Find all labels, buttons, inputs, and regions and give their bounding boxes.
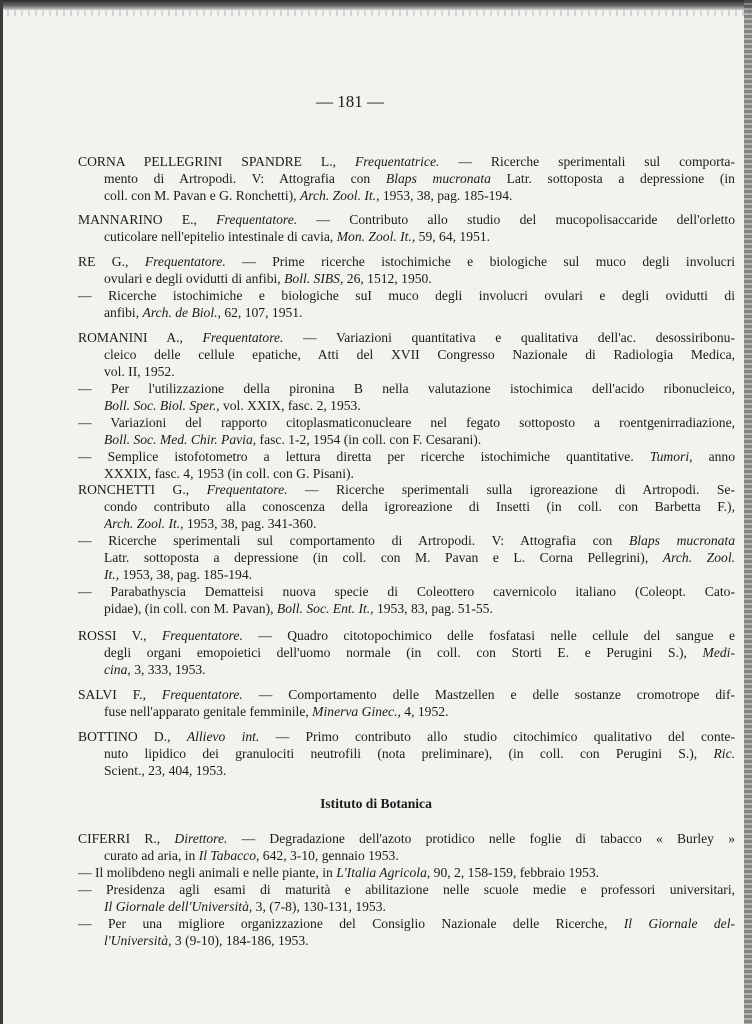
entry-bottino — [78, 728, 735, 779]
text-line — [104, 304, 735, 321]
text: curato ad aria, in — [104, 848, 199, 863]
scan-right-edge — [744, 0, 752, 1024]
italic-text: Arch. de Biol., — [142, 305, 221, 320]
text-line — [78, 915, 735, 932]
text: MANNARINO E., — [78, 212, 217, 227]
text: — Per l'utilizzazione della pironina B nella valutazione istochimica dell'acido ribonucleico, — [78, 381, 735, 396]
text: — Contributo allo studio del mucopolisaccaride dell'orletto — [297, 212, 735, 227]
text: Latr. sottoposta a depressione (in coll. con M. Pavan e L. Corna Pellegrini), — [104, 550, 663, 565]
publication — [78, 881, 735, 915]
text-line — [78, 153, 735, 170]
text-line — [104, 703, 735, 720]
italic-text: l'Università, — [104, 933, 172, 948]
text: degli organi emopoietici dell'uomo normale (in coll. con Storti E. e Perugini S.), — [104, 645, 703, 660]
text-line — [104, 187, 735, 204]
text-line — [104, 644, 735, 661]
text: 1953, 38, pag. 185-194. — [119, 567, 253, 582]
italic-text: Frequentatore. — [202, 330, 284, 345]
text: Scient., 23, 404, 1953. — [104, 763, 227, 778]
text: — Ricerche istochimiche e biologiche suI muco degli involucri ovulari e degli ovidutti di — [78, 288, 735, 303]
text: mento di Artropodi. V: Attografia con — [104, 171, 386, 186]
italic-text: Frequentatore. — [161, 687, 243, 702]
text-line — [78, 287, 735, 304]
entry-mannarino — [78, 211, 735, 245]
page-number: — 181 — — [316, 92, 384, 111]
publication — [78, 380, 735, 414]
publication — [78, 830, 735, 864]
italic-text: Tumori, — [649, 449, 693, 464]
text: 62, 107, 1951. — [220, 305, 303, 320]
italic-text: Il Tabacco, — [198, 848, 260, 863]
italic-text: Frequentatore. — [206, 482, 288, 497]
text-line — [78, 532, 735, 549]
text-line — [78, 211, 735, 228]
italic-text: Ric. — [713, 746, 735, 761]
text: CORNA PELLEGRINI SPANDRE L., — [78, 154, 355, 169]
text: — Ricerche sperimentali sulla igroreazione di Artropodi. Se- — [287, 482, 735, 497]
publication — [78, 686, 735, 720]
text-line — [78, 728, 735, 745]
text-line — [104, 566, 735, 583]
text: — Il molibdeno negli animali e nelle piante, in — [78, 865, 337, 880]
text-line — [104, 270, 735, 287]
text-line — [104, 170, 735, 187]
publication — [78, 448, 735, 482]
italic-text: Arch. Zool. It., — [299, 188, 380, 203]
text: — Comportamento delle Mastzellen e delle sostanze cromotrope dif- — [242, 687, 735, 702]
text-line — [104, 898, 735, 915]
text-line — [104, 661, 735, 678]
publication — [78, 153, 735, 204]
section-heading: Istituto di Botanica — [320, 796, 432, 811]
entry-ciferri — [78, 830, 735, 949]
text: 3, (7-8), 130-131, 1953. — [252, 899, 386, 914]
scan-noise — [0, 10, 752, 16]
text-line — [78, 830, 735, 847]
italic-text: Il Giornale del- — [623, 916, 735, 931]
text-line — [104, 515, 735, 532]
publication — [78, 864, 735, 881]
text: — Variazioni del rapporto citoplasmaticonucleare nel fegato sottoposto a roentgenirradiazione, — [78, 415, 735, 430]
text: SALVI F., — [78, 687, 162, 702]
italic-text: Medi- — [702, 645, 735, 660]
text: ROMANINI A., — [78, 330, 203, 345]
publication — [78, 253, 735, 287]
text: ovulari e degli ovidutti di anfibi, — [104, 271, 285, 286]
text: 59, 64, 1951. — [415, 229, 491, 244]
italic-text: Minerva Ginec., — [312, 704, 401, 719]
text-line — [78, 864, 735, 881]
italic-text: Boll. Soc. Med. Chir. Pavia, — [104, 432, 257, 447]
italic-text: Il Giornale dell'Università, — [104, 899, 253, 914]
text: fasc. 1-2, 1954 (in coll. con F. Cesarani). — [256, 432, 482, 447]
text-line — [78, 380, 735, 397]
text: 1953, 83, pag. 51-55. — [373, 601, 493, 616]
italic-text: Arch. Zool. It., — [104, 516, 184, 531]
text: fuse nell'apparato genitale femminile, — [104, 704, 313, 719]
text: vol. II, 1952. — [104, 364, 175, 379]
text: 1953, 38, pag. 341-360. — [183, 516, 317, 531]
text: RE G., — [78, 254, 145, 269]
entry-rossi — [78, 627, 735, 678]
entry-re — [78, 253, 735, 321]
italic-text: Direttore. — [174, 831, 228, 846]
italic-text: Boll. SIBS, — [284, 271, 344, 286]
text: — Per una migliore organizzazione del Consiglio Nazionale delle Ricerche, — [78, 916, 624, 931]
text: 3, 333, 1953. — [130, 662, 206, 677]
publication — [78, 532, 735, 583]
scan-top-edge — [0, 0, 752, 10]
text: — Presidenza agli esami di maturità e abilitazione nelle scuole medie e professori universitari, — [78, 882, 735, 897]
text: 642, 3-10, gennaio 1953. — [259, 848, 399, 863]
publication — [78, 211, 735, 245]
entry-ronchetti — [78, 481, 735, 617]
text-line — [104, 847, 735, 864]
entry-corna — [78, 153, 735, 204]
text: — Primo contributo allo studio citochimico qualitativo del conte- — [259, 729, 735, 744]
scan-left-edge — [0, 0, 3, 1024]
text: RONCHETTI G., — [78, 482, 207, 497]
text: — Semplice istofotometro a lettura diretta per ricerche istochimiche quantitative. — [78, 449, 650, 464]
publication — [78, 627, 735, 678]
text-line — [104, 600, 735, 617]
text: anfibi, — [104, 305, 143, 320]
text: 4, 1952. — [400, 704, 449, 719]
text-line — [78, 448, 735, 465]
text: — Ricerche sperimentali sul comporta- — [439, 154, 735, 169]
text-line — [78, 329, 735, 346]
publication — [78, 915, 735, 949]
text: XXXIX, fasc. 4, 1953 (in coll. con G. Pisani). — [104, 466, 354, 481]
text: 3 (9-10), 184-186, 1953. — [171, 933, 309, 948]
text-line — [104, 346, 735, 363]
italic-text: L'Italia Agricola, — [336, 865, 431, 880]
text: cuticolare nell'epitelio intestinale di cavia, — [104, 229, 337, 244]
italic-text: Frequentatore. — [216, 212, 298, 227]
text: Latr. sottoposta a depressione (in — [490, 171, 735, 186]
text-line — [78, 881, 735, 898]
publication — [78, 728, 735, 779]
text-line — [104, 431, 735, 448]
text: vol. XXIX, fasc. 2, 1953. — [219, 398, 361, 413]
entry-romanini — [78, 329, 735, 482]
text: 26, 1512, 1950. — [343, 271, 432, 286]
italic-text: cina, — [104, 662, 131, 677]
text: — Variazioni quantitativa e qualitativa dell'ac. desossiribonu- — [283, 330, 735, 345]
text: anno — [692, 449, 735, 464]
text-line — [104, 932, 735, 949]
text: — Parabathyscia Dematteisi nuova specie di Coleottero cavernicolo italiano (Coleopt. Cato- — [78, 584, 735, 599]
italic-text: Boll. Soc. Ent. It., — [276, 601, 374, 616]
publication — [78, 329, 735, 380]
text-line — [104, 745, 735, 762]
italic-text: Mon. Zool. It., — [336, 229, 416, 244]
text: CIFERRI R., — [78, 831, 175, 846]
italic-text: Frequentatore. — [144, 254, 226, 269]
publication — [78, 287, 735, 321]
text: — Prime ricerche istochimiche e biologiche sul muco degli involucri — [225, 254, 735, 269]
text-line — [104, 397, 735, 414]
text: cleico delle cellule epatiche, Atti del XVII Congresso Nazionale di Radiologia Medica, — [104, 347, 735, 362]
text: nuto lipidico dei granulociti neutrofili (nota preliminare), (in coll. con Perugini S.), — [104, 746, 714, 761]
italic-text: Blaps mucronata — [628, 533, 735, 548]
italic-text: Blaps mucronata — [385, 171, 491, 186]
text-line — [78, 583, 735, 600]
text-line — [104, 762, 735, 779]
text-line — [78, 627, 735, 644]
text-line — [104, 465, 735, 482]
text: pidae), (in coll. con M. Pavan), — [104, 601, 277, 616]
publication — [78, 583, 735, 617]
text: 90, 2, 158-159, febbraio 1953. — [430, 865, 600, 880]
text-line — [104, 363, 735, 380]
text: 1953, 38, pag. 185-194. — [379, 188, 513, 203]
text: — Ricerche sperimentali sul comportamento di Artropodi. V: Attografia con — [78, 533, 629, 548]
text-line — [78, 253, 735, 270]
italic-text: Boll. Soc. Biol. Sper., — [104, 398, 220, 413]
text: coll. con M. Pavan e G. Ronchetti), — [104, 188, 300, 203]
text: ROSSI V., — [78, 628, 162, 643]
entry-salvi — [78, 686, 735, 720]
text: — Degradazione dell'azoto protidico nelle foglie di tabacco « Burley » — [227, 831, 735, 846]
italic-text: It., — [104, 567, 120, 582]
text-line — [78, 481, 735, 498]
italic-text: Frequentatore. — [161, 628, 243, 643]
italic-text: Arch. Zool. — [662, 550, 735, 565]
text-line — [104, 228, 735, 245]
text-line — [78, 686, 735, 703]
italic-text: Allievo int. — [186, 729, 260, 744]
publication — [78, 481, 735, 532]
text: BOTTINO D., — [78, 729, 187, 744]
text-line — [78, 414, 735, 431]
text-line — [104, 498, 735, 515]
text: — Quadro citotopochimico delle fosfatasi nelle cellule del sangue e — [242, 628, 735, 643]
text-line — [104, 549, 735, 566]
publication — [78, 414, 735, 448]
italic-text: Frequentatrice. — [354, 154, 440, 169]
text: condo contributo alla conoscenza della igroreazione di Insetti (in coll. con Barbetta F.), — [104, 499, 735, 514]
